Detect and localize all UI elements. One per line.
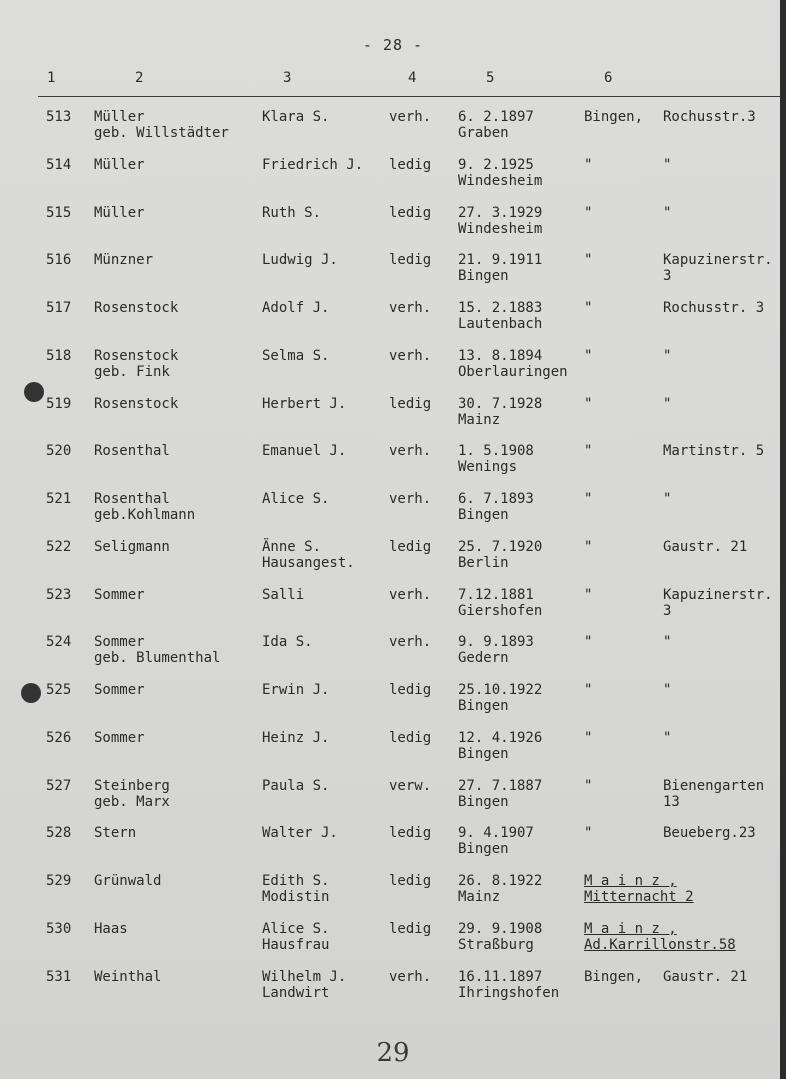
table-row: [0, 634, 786, 680]
marital-status: ledig: [389, 395, 432, 412]
birth-place: Wenings: [458, 459, 518, 476]
residence-line2: Ad.Karrillonstr.58: [584, 936, 736, 953]
surname-line2: geb. Willstädter: [94, 125, 229, 141]
surname-line2: geb. Marx: [94, 793, 170, 810]
birth-place: Graben: [458, 125, 509, 141]
surname: Steinberg: [94, 777, 170, 794]
entry-number: 526: [46, 729, 72, 746]
occupation: Hausangest.: [262, 554, 355, 571]
header-rule: [38, 96, 780, 97]
occupation: Hausfrau: [262, 936, 330, 953]
birth-date: 6. 7.1893: [458, 491, 534, 507]
residence-city: ": [584, 491, 593, 507]
marital-status: ledig: [389, 873, 432, 889]
birth-place: Gedern: [458, 650, 509, 667]
residence-city: Bingen,: [584, 968, 644, 985]
surname: Rosenstock: [94, 347, 179, 364]
marital-status: ledig: [389, 920, 432, 937]
residence-line2: Mitternacht 2: [584, 889, 694, 905]
given-name: Herbert J.: [262, 395, 347, 412]
birth-date: 7.12.1881: [458, 586, 534, 603]
residence-street: Martinstr. 5: [663, 443, 765, 460]
residence-city: ": [584, 682, 593, 698]
birth-place: Bingen: [458, 745, 509, 762]
column-header-1: 1: [47, 70, 56, 86]
surname: Müller: [94, 109, 145, 125]
marital-status: verh.: [389, 347, 432, 364]
marital-status: ledig: [389, 204, 432, 221]
marital-status: ledig: [389, 252, 432, 269]
surname: Rosenthal: [94, 491, 170, 507]
birth-place: Bingen: [458, 793, 509, 810]
given-name: Friedrich J.: [262, 156, 364, 173]
residence-street: ": [663, 347, 672, 364]
residence-city: ": [584, 300, 593, 316]
entry-number: 521: [46, 491, 72, 507]
entry-number: 527: [46, 777, 72, 794]
residence-street: ": [663, 156, 672, 173]
given-name: Emanuel J.: [262, 443, 347, 460]
birth-date: 25.10.1922: [458, 682, 543, 698]
entry-number: 531: [46, 968, 72, 985]
residence-street: Rochusstr. 3: [663, 300, 765, 316]
birth-date: 15. 2.1883: [458, 300, 543, 316]
entry-number: 522: [46, 538, 72, 555]
entry-number: 520: [46, 443, 72, 460]
given-name: Edith S.: [262, 873, 330, 889]
birth-date: 27. 3.1929: [458, 204, 543, 221]
birth-date: 30. 7.1928: [458, 395, 543, 412]
entry-number: 525: [46, 682, 72, 698]
given-name: Änne S.: [262, 538, 322, 555]
entry-number: 514: [46, 156, 72, 173]
surname: Rosenstock: [94, 395, 179, 412]
marital-status: ledig: [389, 538, 432, 555]
column-header-2: 2: [135, 70, 144, 86]
entry-number: 523: [46, 586, 72, 603]
birth-place: Berlin: [458, 554, 509, 571]
column-header-4: 4: [408, 70, 417, 86]
birth-date: 21. 9.1911: [458, 252, 543, 269]
table-row: [0, 682, 786, 728]
table-row: [0, 252, 786, 298]
residence-street: Gaustr. 21: [663, 538, 748, 555]
table-row: [0, 873, 786, 919]
birth-place: Straßburg: [458, 936, 534, 953]
birth-place: Giershofen: [458, 602, 543, 619]
residence-city: ": [584, 825, 593, 842]
birth-date: 29. 9.1908: [458, 920, 543, 937]
residence-city: ": [584, 586, 593, 603]
surname: Stern: [94, 825, 137, 842]
table-row: [0, 587, 786, 633]
residence-street: Kapuzinerstr.: [663, 252, 773, 269]
table-row: [0, 539, 786, 585]
residence-street: Bienengarten: [663, 777, 765, 794]
table-row: [0, 109, 786, 155]
birth-date: 9. 2.1925: [458, 156, 534, 173]
marital-status: ledig: [389, 729, 432, 746]
surname: Seligmann: [94, 538, 170, 555]
column-header-3: 3: [283, 70, 292, 86]
marital-status: ledig: [389, 156, 432, 173]
given-name: Alice S.: [262, 491, 330, 507]
residence-city: ": [584, 347, 593, 364]
residence-city: M a i n z ,: [584, 873, 677, 889]
table-row: [0, 443, 786, 489]
residence-city: ": [584, 156, 593, 173]
given-name: Klara S.: [262, 109, 330, 125]
surname-line2: geb. Blumenthal: [94, 650, 221, 667]
residence-line2: 3: [663, 602, 672, 619]
given-name: Ludwig J.: [262, 252, 338, 269]
occupation: Modistin: [262, 889, 330, 905]
surname: Rosenthal: [94, 443, 170, 460]
given-name: Heinz J.: [262, 729, 330, 746]
footer-number: 29: [376, 1038, 410, 1068]
residence-city: ": [584, 777, 593, 794]
table-row: [0, 825, 786, 871]
birth-date: 25. 7.1920: [458, 538, 543, 555]
table-row: [0, 491, 786, 537]
given-name: Selma S.: [262, 347, 330, 364]
table-row: [0, 969, 786, 1015]
birth-place: Oberlauringen: [458, 363, 568, 380]
residence-city: ": [584, 729, 593, 746]
marital-status: ledig: [389, 825, 432, 842]
given-name: Ida S.: [262, 634, 313, 651]
residence-city: ": [584, 443, 593, 460]
entry-number: 513: [46, 109, 72, 125]
table-row: [0, 300, 786, 346]
column-header-5: 5: [486, 70, 495, 86]
given-name: Paula S.: [262, 777, 330, 794]
surname-line2: geb.Kohlmann: [94, 507, 196, 523]
surname: Haas: [94, 920, 128, 937]
residence-city: ": [584, 395, 593, 412]
marital-status: verh.: [389, 634, 432, 651]
given-name: Ruth S.: [262, 204, 322, 221]
marital-status: ledig: [389, 682, 432, 698]
residence-line2: 3: [663, 268, 672, 285]
entry-number: 529: [46, 873, 72, 889]
birth-date: 13. 8.1894: [458, 347, 543, 364]
table-row: [0, 778, 786, 824]
surname: Sommer: [94, 634, 145, 651]
birth-date: 16.11.1897: [458, 968, 543, 985]
birth-place: Bingen: [458, 268, 509, 285]
residence-street: Kapuzinerstr.: [663, 586, 773, 603]
given-name: Alice S.: [262, 920, 330, 937]
residence-street: ": [663, 395, 672, 412]
birth-place: Windesheim: [458, 220, 543, 237]
entry-number: 519: [46, 395, 72, 412]
surname: Grünwald: [94, 873, 162, 889]
birth-date: 9. 4.1907: [458, 825, 534, 842]
residence-street: ": [663, 634, 672, 651]
birth-place: Bingen: [458, 841, 509, 858]
birth-date: 1. 5.1908: [458, 443, 534, 460]
table-row: [0, 157, 786, 203]
birth-place: Mainz: [458, 411, 501, 428]
residence-street: Rochusstr.3: [663, 109, 756, 125]
table-row: [0, 205, 786, 251]
entry-number: 515: [46, 204, 72, 221]
column-header-6: 6: [604, 70, 613, 86]
table-row: [0, 730, 786, 776]
table-row: [0, 348, 786, 394]
given-name: Walter J.: [262, 825, 338, 842]
birth-place: Bingen: [458, 698, 509, 714]
residence-street: ": [663, 682, 672, 698]
occupation: Landwirt: [262, 984, 330, 1001]
birth-date: 6. 2.1897: [458, 109, 534, 125]
marital-status: verh.: [389, 586, 432, 603]
surname: Rosenstock: [94, 300, 179, 316]
surname: Weinthal: [94, 968, 162, 985]
surname: Sommer: [94, 586, 145, 603]
table-row: [0, 921, 786, 967]
residence-city: ": [584, 252, 593, 269]
birth-place: Mainz: [458, 889, 501, 905]
given-name: Wilhelm J.: [262, 968, 347, 985]
residence-city: ": [584, 538, 593, 555]
residence-city: Bingen,: [584, 109, 644, 125]
birth-place: Lautenbach: [458, 316, 543, 332]
residence-street: Beueberg.23: [663, 825, 756, 842]
marital-status: verh.: [389, 300, 432, 316]
birth-date: 12. 4.1926: [458, 729, 543, 746]
punch-hole: [21, 683, 41, 703]
given-name: Adolf J.: [262, 300, 330, 316]
birth-date: 27. 7.1887: [458, 777, 543, 794]
punch-hole: [24, 382, 44, 402]
residence-city: ": [584, 204, 593, 221]
residence-city: ": [584, 634, 593, 651]
entry-number: 524: [46, 634, 72, 651]
birth-place: Bingen: [458, 507, 509, 523]
birth-place: Ihringshofen: [458, 984, 560, 1001]
birth-date: 9. 9.1893: [458, 634, 534, 651]
entry-number: 518: [46, 347, 72, 364]
residence-city: M a i n z ,: [584, 920, 677, 937]
birth-place: Windesheim: [458, 172, 543, 189]
given-name: Salli: [262, 586, 305, 603]
residence-street: Gaustr. 21: [663, 968, 748, 985]
surname-line2: geb. Fink: [94, 363, 170, 380]
surname: Sommer: [94, 729, 145, 746]
residence-street: ": [663, 491, 672, 507]
given-name: Erwin J.: [262, 682, 330, 698]
marital-status: verh.: [389, 443, 432, 460]
birth-date: 26. 8.1922: [458, 873, 543, 889]
residence-street: ": [663, 204, 672, 221]
entry-number: 528: [46, 825, 72, 842]
entry-number: 517: [46, 300, 72, 316]
surname: Müller: [94, 156, 145, 173]
residence-street: ": [663, 729, 672, 746]
surname: Müller: [94, 204, 145, 221]
marital-status: verw.: [389, 777, 432, 794]
table-row: [0, 396, 786, 442]
residence-line2: 13: [663, 793, 680, 810]
surname: Münzner: [94, 252, 154, 269]
marital-status: verh.: [389, 968, 432, 985]
entry-number: 516: [46, 252, 72, 269]
marital-status: verh.: [389, 491, 432, 507]
page-number: - 28 -: [362, 36, 424, 54]
surname: Sommer: [94, 682, 145, 698]
entry-number: 530: [46, 920, 72, 937]
marital-status: verh.: [389, 109, 432, 125]
